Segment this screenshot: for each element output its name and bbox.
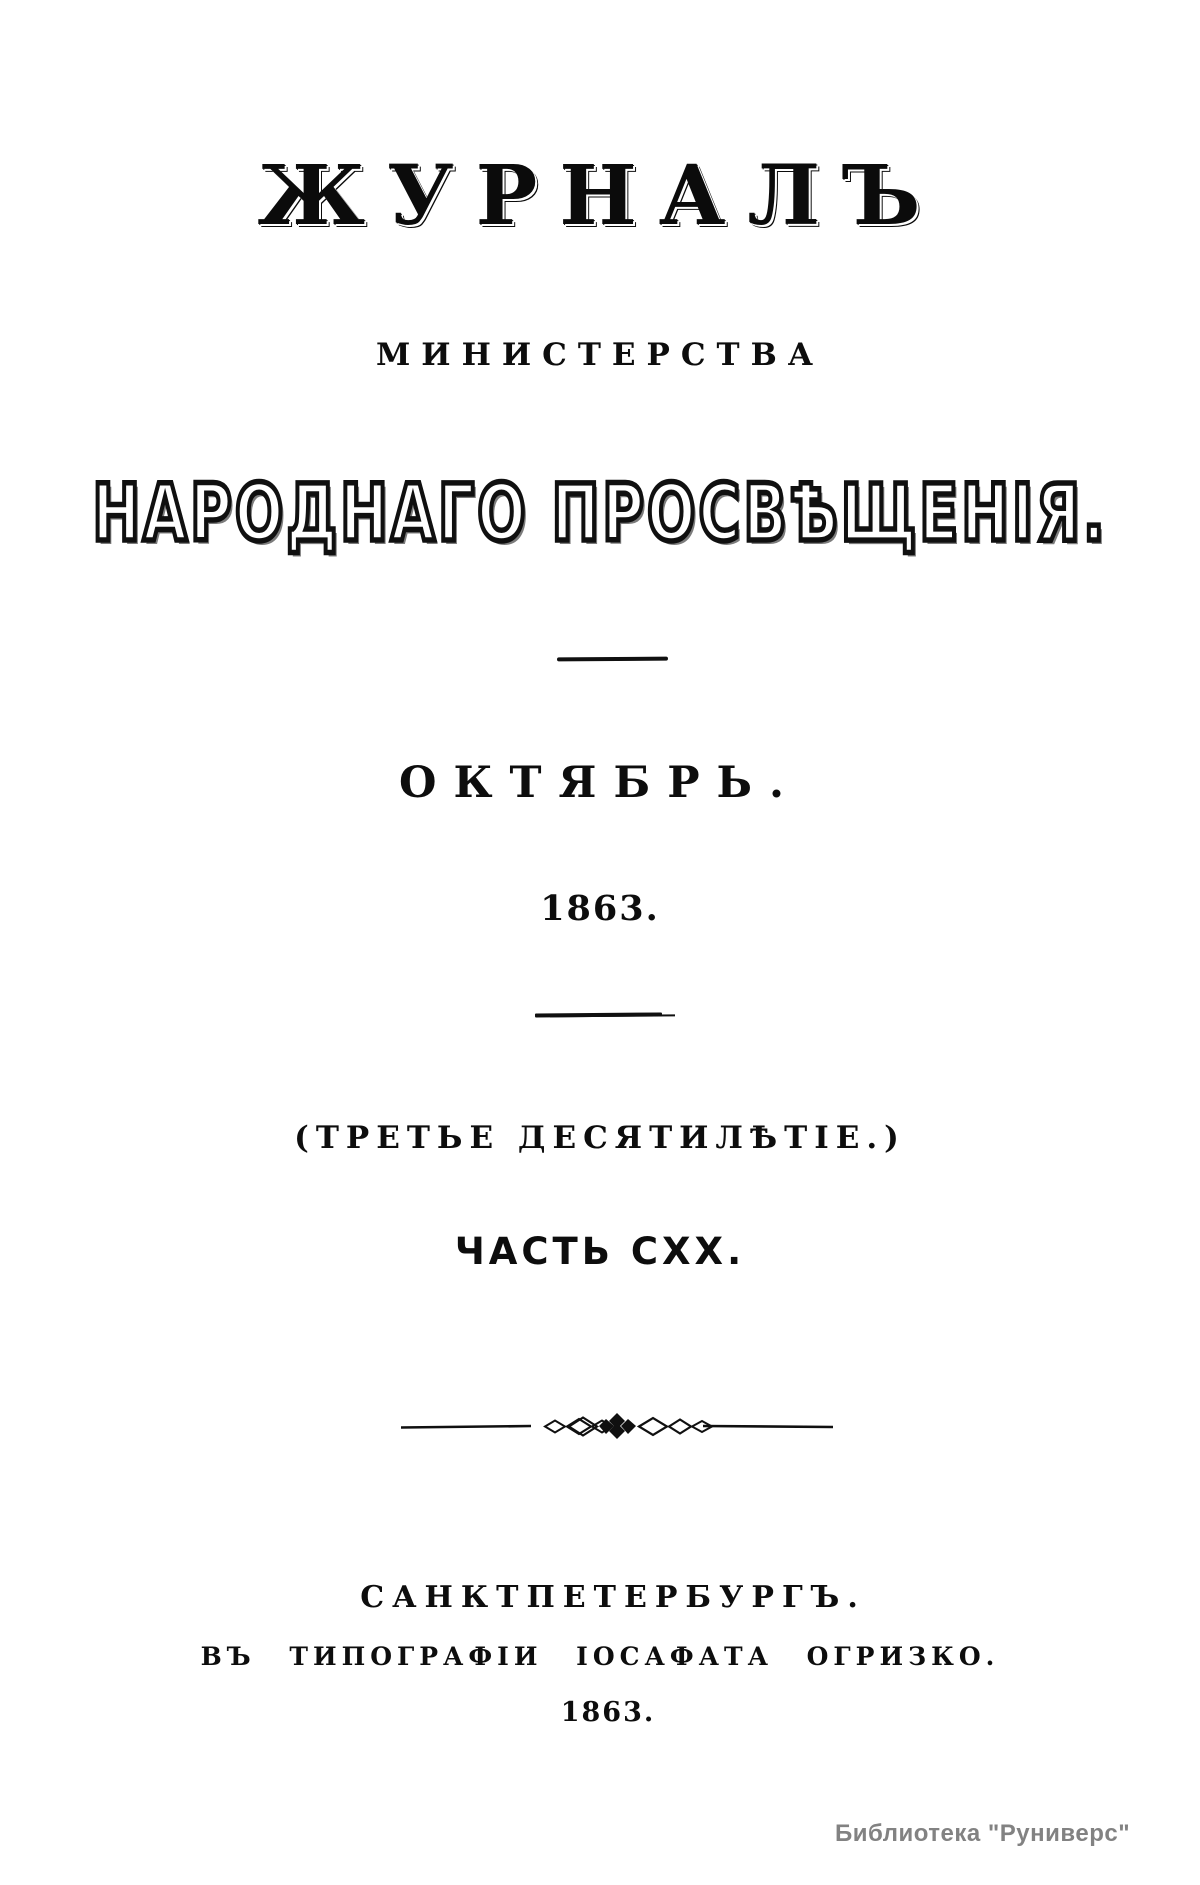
short-rule-divider	[557, 657, 668, 662]
decade-note: (ТРЕТЬЕ ДЕСЯТИЛѢТІЕ.)	[294, 1120, 906, 1156]
issue-year: 1863.	[540, 888, 660, 929]
ministry-line: МИНИСТЕРСТВА	[375, 337, 825, 373]
department-line: НАРОДНАГО ПРОСВѢЩЕНІЯ.	[92, 468, 1108, 560]
journal-masthead-title: ЖУРНАЛЪ	[257, 148, 943, 244]
issue-month: ОКТЯБРЬ.	[398, 758, 802, 808]
library-watermark: Библиотека "Руниверс"	[835, 1820, 1131, 1847]
printer-imprint: ВЪ ТИПОГРАФІИ ІОСАФАТА ОГРИЗКО.	[200, 1642, 1000, 1671]
diamond-chain-ornament	[399, 1411, 835, 1441]
imprint-year: 1863.	[560, 1697, 656, 1728]
part-number: ЧАСТЬ CXX.	[454, 1230, 746, 1273]
publication-city: САНКТПЕТЕРБУРГЪ.	[360, 1580, 866, 1615]
short-rule-divider-2	[535, 1012, 662, 1017]
